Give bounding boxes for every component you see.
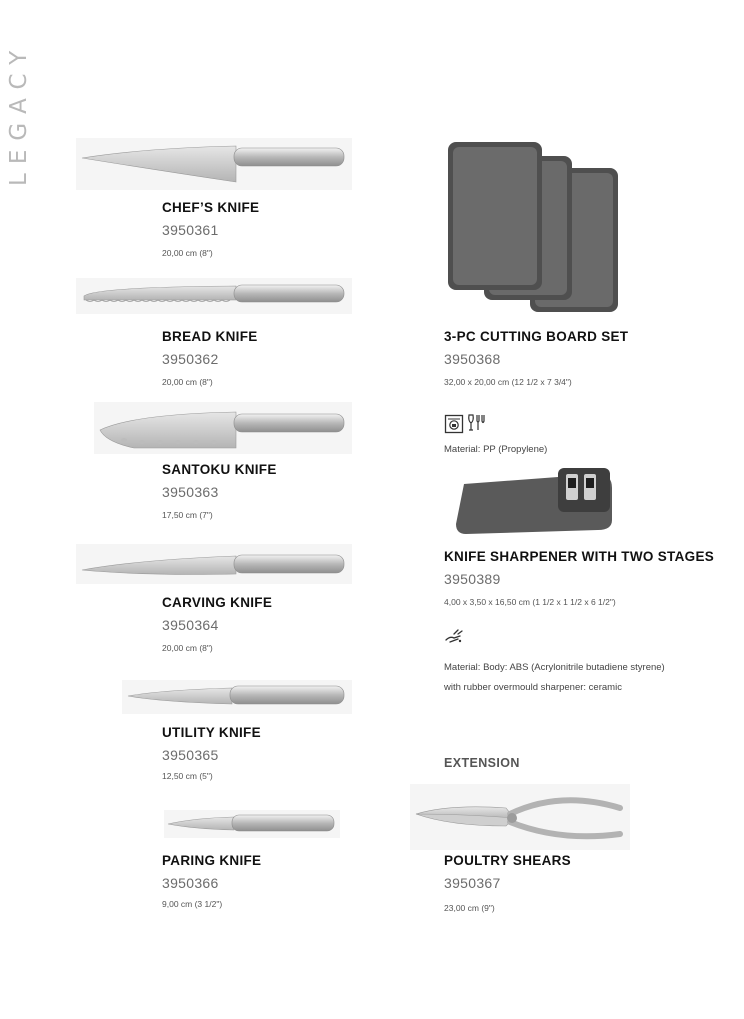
product-chefs-knife	[162, 200, 362, 264]
product-bread-knife	[162, 329, 362, 393]
carving-knife-image	[76, 544, 352, 584]
product-code: 3950389	[444, 571, 501, 587]
product-code: 3950363	[162, 484, 219, 500]
knife-sharpener-image	[446, 464, 636, 538]
product-carving-knife	[162, 595, 362, 659]
product-poultry-shears	[444, 853, 644, 917]
product-name: 3-PC CUTTING BOARD SET	[444, 329, 629, 344]
extension-heading: EXTENSION	[444, 756, 520, 770]
product-dimensions: 32,00 x 20,00 cm (12 1/2 x 7 3/4")	[444, 377, 572, 387]
poultry-shears-image	[410, 784, 630, 850]
product-dimensions: 9,00 cm (3 1/2")	[162, 899, 223, 909]
product-code: 3950364	[162, 617, 219, 633]
product-utility-knife	[162, 725, 362, 789]
brand-text: LEGACY	[6, 41, 32, 186]
product-code: 3950368	[444, 351, 501, 367]
product-name: SANTOKU KNIFE	[162, 462, 277, 477]
product-code: 3950366	[162, 875, 219, 891]
sharpener-material-line-2: with rubber overmould sharpener: ceramic	[444, 682, 622, 693]
bread-knife-image	[76, 278, 352, 314]
product-dimensions: 20,00 cm (8")	[162, 377, 213, 387]
sharpener-material-line-1: Material: Body: ABS (Acrylonitrile butadiene styrene)	[444, 662, 665, 673]
product-name: CARVING KNIFE	[162, 595, 273, 610]
product-name: KNIFE SHARPENER WITH TWO STAGES	[444, 549, 715, 564]
product-name: UTILITY KNIFE	[162, 725, 261, 740]
product-dimensions: 20,00 cm (8")	[162, 248, 213, 258]
product-dimensions: 17,50 cm (7")	[162, 510, 213, 520]
product-dimensions: 12,50 cm (5")	[162, 771, 213, 781]
brand-label	[6, 41, 34, 188]
cutting-board-set-image	[440, 136, 626, 316]
dishwasher-safe-icon	[444, 414, 464, 434]
food-safe-icon	[466, 412, 488, 434]
santoku-knife-image	[94, 402, 352, 454]
product-code: 3950361	[162, 222, 219, 238]
paring-knife-image	[164, 810, 340, 838]
product-dimensions: 4,00 x 3,50 x 16,50 cm (1 1/2 x 1 1/2 x 6 1/2")	[444, 597, 616, 607]
product-knife-sharpener	[444, 549, 734, 613]
utility-knife-image	[122, 680, 352, 714]
chef-knife-image	[76, 138, 352, 190]
product-name: BREAD KNIFE	[162, 329, 258, 344]
product-name: POULTRY SHEARS	[444, 853, 571, 868]
product-code: 3950365	[162, 747, 219, 763]
product-dimensions: 23,00 cm (9")	[444, 903, 495, 913]
product-santoku-knife	[162, 462, 362, 526]
product-dimensions: 20,00 cm (8")	[162, 643, 213, 653]
product-code: 3950367	[444, 875, 501, 891]
product-paring-knife	[162, 853, 362, 917]
product-cutting-board-set	[444, 329, 724, 393]
product-name: CHEF’S KNIFE	[162, 200, 260, 215]
hand-wash-icon	[444, 628, 466, 646]
product-code: 3950362	[162, 351, 219, 367]
cutting-board-material: Material: PP (Propylene)	[444, 444, 548, 455]
product-name: PARING KNIFE	[162, 853, 262, 868]
